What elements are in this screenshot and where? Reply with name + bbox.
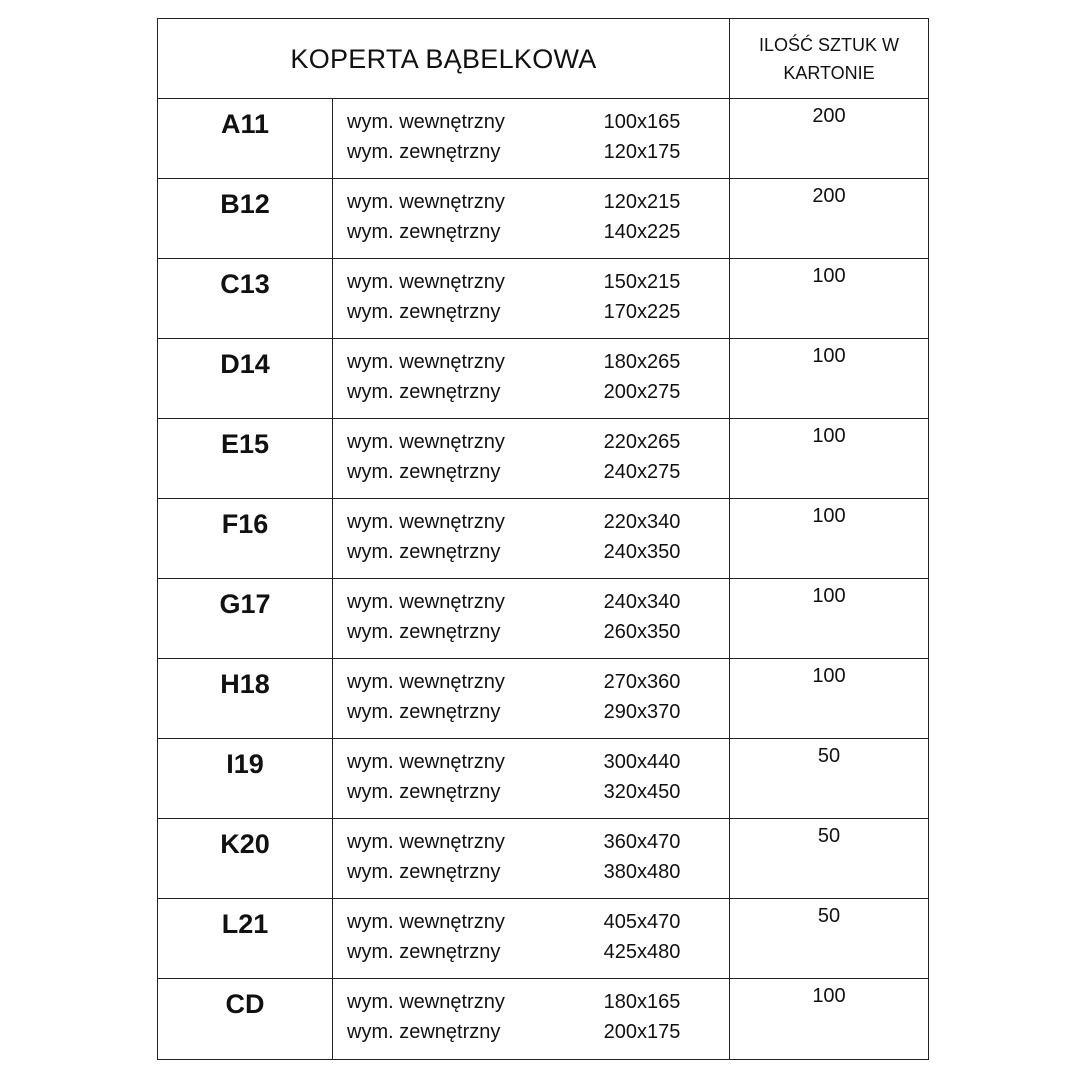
inner-dimension-value: 220x340 (603, 511, 681, 533)
outer-dimension-value: 290x370 (603, 701, 681, 723)
dimensions-cell (333, 179, 730, 259)
envelope-code: E15 (158, 419, 333, 499)
carton-quantity: 50 (817, 905, 841, 927)
envelope-code: C13 (158, 259, 333, 339)
table-row (158, 499, 928, 579)
dimensions-cell (333, 819, 730, 899)
inner-dimension-value: 180x265 (603, 351, 681, 373)
table-row (158, 339, 928, 419)
envelope-size-table (157, 18, 929, 1060)
envelope-code: A11 (158, 99, 333, 179)
inner-dimension-label: wym. wewnętrzny (347, 191, 505, 213)
table-row (158, 99, 928, 179)
outer-dimension-value: 260x350 (603, 621, 681, 643)
inner-dimension-line (347, 829, 717, 855)
outer-dimension-line (347, 539, 717, 565)
outer-dimension-value: 240x275 (603, 461, 681, 483)
outer-dimension-line (347, 299, 717, 325)
dimensions-cell (333, 339, 730, 419)
outer-dimension-line (347, 219, 717, 245)
inner-dimension-label: wym. wewnętrzny (347, 751, 505, 773)
inner-dimension-line (347, 669, 717, 695)
envelope-code: L21 (158, 899, 333, 979)
outer-dimension-label: wym. zewnętrzny (347, 141, 501, 163)
envelope-code: G17 (158, 579, 333, 659)
outer-dimension-value: 200x175 (603, 1021, 681, 1043)
inner-dimension-line (347, 989, 717, 1015)
inner-dimension-line (347, 429, 717, 455)
inner-dimension-line (347, 269, 717, 295)
inner-dimension-value: 180x165 (603, 991, 681, 1013)
dimensions-cell (333, 579, 730, 659)
inner-dimension-line (347, 749, 717, 775)
table-body (158, 99, 928, 1059)
inner-dimension-value: 120x215 (603, 191, 681, 213)
dimensions-cell (333, 499, 730, 579)
inner-dimension-value: 220x265 (603, 431, 681, 453)
table-row (158, 419, 928, 499)
outer-dimension-line (347, 459, 717, 485)
outer-dimension-line (347, 779, 717, 805)
envelope-code: F16 (158, 499, 333, 579)
outer-dimension-value: 320x450 (603, 781, 681, 803)
outer-dimension-line (347, 379, 717, 405)
outer-dimension-value: 120x175 (603, 141, 681, 163)
outer-dimension-value: 200x275 (603, 381, 681, 403)
dimensions-cell (333, 979, 730, 1059)
outer-dimension-line (347, 859, 717, 885)
carton-quantity: 100 (812, 665, 846, 687)
table-row (158, 259, 928, 339)
inner-dimension-line (347, 909, 717, 935)
outer-dimension-value: 170x225 (603, 301, 681, 323)
outer-dimension-line (347, 1019, 717, 1045)
table-row (158, 579, 928, 659)
carton-quantity: 200 (812, 185, 846, 207)
envelope-code: H18 (158, 659, 333, 739)
inner-dimension-label: wym. wewnętrzny (347, 911, 505, 933)
inner-dimension-line (347, 589, 717, 615)
carton-quantity: 50 (817, 825, 841, 847)
inner-dimension-value: 150x215 (603, 271, 681, 293)
table-row (158, 979, 928, 1059)
envelope-code: D14 (158, 339, 333, 419)
carton-quantity: 100 (812, 425, 846, 447)
envelope-code: B12 (158, 179, 333, 259)
carton-quantity: 50 (817, 745, 841, 767)
outer-dimension-label: wym. zewnętrzny (347, 941, 501, 963)
outer-dimension-label: wym. zewnętrzny (347, 221, 501, 243)
envelope-code: I19 (158, 739, 333, 819)
outer-dimension-label: wym. zewnętrzny (347, 461, 501, 483)
table-row (158, 899, 928, 979)
envelope-code: CD (158, 979, 333, 1059)
quantity-column-header: ILOŚĆ SZTUK W KARTONIE (758, 35, 899, 83)
carton-quantity: 100 (812, 265, 846, 287)
inner-dimension-value: 100x165 (603, 111, 681, 133)
dimensions-cell (333, 739, 730, 819)
inner-dimension-line (347, 349, 717, 375)
inner-dimension-label: wym. wewnętrzny (347, 271, 505, 293)
inner-dimension-label: wym. wewnętrzny (347, 351, 505, 373)
outer-dimension-value: 425x480 (603, 941, 681, 963)
dimensions-cell (333, 659, 730, 739)
carton-quantity: 100 (812, 505, 846, 527)
inner-dimension-value: 300x440 (603, 751, 681, 773)
inner-dimension-label: wym. wewnętrzny (347, 431, 505, 453)
inner-dimension-value: 405x470 (603, 911, 681, 933)
outer-dimension-label: wym. zewnętrzny (347, 701, 501, 723)
inner-dimension-line (347, 109, 717, 135)
table-row (158, 819, 928, 899)
inner-dimension-line (347, 509, 717, 535)
dimensions-cell (333, 419, 730, 499)
outer-dimension-line (347, 619, 717, 645)
outer-dimension-label: wym. zewnętrzny (347, 781, 501, 803)
table-row (158, 659, 928, 739)
inner-dimension-label: wym. wewnętrzny (347, 991, 505, 1013)
inner-dimension-value: 360x470 (603, 831, 681, 853)
carton-quantity: 100 (812, 985, 846, 1007)
outer-dimension-label: wym. zewnętrzny (347, 381, 501, 403)
outer-dimension-value: 240x350 (603, 541, 681, 563)
inner-dimension-label: wym. wewnętrzny (347, 111, 505, 133)
outer-dimension-value: 380x480 (603, 861, 681, 883)
dimensions-cell (333, 99, 730, 179)
outer-dimension-line (347, 939, 717, 965)
envelope-code: K20 (158, 819, 333, 899)
table-title: KOPERTA BĄBELKOWA (158, 19, 730, 99)
outer-dimension-label: wym. zewnętrzny (347, 541, 501, 563)
outer-dimension-value: 140x225 (603, 221, 681, 243)
outer-dimension-line (347, 699, 717, 725)
inner-dimension-line (347, 189, 717, 215)
inner-dimension-label: wym. wewnętrzny (347, 831, 505, 853)
outer-dimension-line (347, 139, 717, 165)
carton-quantity: 100 (812, 585, 846, 607)
carton-quantity: 100 (812, 345, 846, 367)
dimensions-cell (333, 899, 730, 979)
dimensions-cell (333, 259, 730, 339)
table-row (158, 179, 928, 259)
table-row (158, 739, 928, 819)
table-header (158, 19, 928, 99)
inner-dimension-label: wym. wewnętrzny (347, 511, 505, 533)
inner-dimension-label: wym. wewnętrzny (347, 591, 505, 613)
inner-dimension-value: 240x340 (603, 591, 681, 613)
inner-dimension-label: wym. wewnętrzny (347, 671, 505, 693)
outer-dimension-label: wym. zewnętrzny (347, 621, 501, 643)
inner-dimension-value: 270x360 (603, 671, 681, 693)
outer-dimension-label: wym. zewnętrzny (347, 861, 501, 883)
outer-dimension-label: wym. zewnętrzny (347, 1021, 501, 1043)
outer-dimension-label: wym. zewnętrzny (347, 301, 501, 323)
carton-quantity: 200 (812, 105, 846, 127)
